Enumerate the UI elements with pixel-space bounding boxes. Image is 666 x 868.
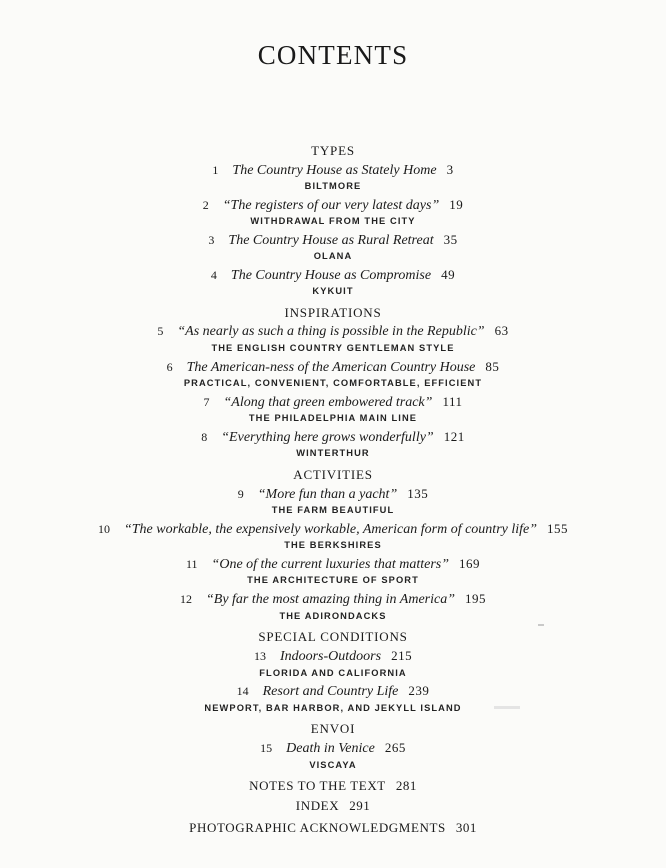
scan-speck xyxy=(538,624,544,626)
chapter-subtitle: PRACTICAL, CONVENIENT, COMFORTABLE, EFFICIENT xyxy=(183,378,483,388)
chapter-subtitle: WITHDRAWAL FROM THE CITY xyxy=(250,216,416,226)
section-heading-inspirations: INSPIRATIONS xyxy=(284,305,382,320)
chapter-title: “By far the most amazing thing in America” xyxy=(205,592,456,607)
toc-back-entry[interactable] xyxy=(0,778,666,794)
chapter-subtitle: WINTERTHUR xyxy=(296,448,370,458)
page-number: 85 xyxy=(485,359,500,374)
chapter-title: Resort and Country Life xyxy=(262,684,399,699)
toc-back-entry[interactable] xyxy=(0,820,666,836)
chapter-subtitle: THE FARM BEAUTIFUL xyxy=(271,505,395,515)
page-number: 195 xyxy=(465,591,487,606)
page-number: 19 xyxy=(449,197,464,212)
chapter-title: “One of the current luxuries that matters” xyxy=(211,557,450,572)
scan-speck xyxy=(494,706,520,709)
back-entry-label: PHOTOGRAPHIC ACKNOWLEDGMENTS xyxy=(189,820,446,835)
chapter-title: “The workable, the expensively workable, American form of country life” xyxy=(123,522,538,537)
chapter-number: 8 xyxy=(201,430,208,444)
page-number: 281 xyxy=(395,778,417,793)
toc-entry[interactable] xyxy=(0,740,666,757)
chapter-title: Indoors-Outdoors xyxy=(279,649,382,664)
chapter-title: Death in Venice xyxy=(286,741,375,756)
toc-entry[interactable] xyxy=(0,591,666,608)
chapter-title: The Country House as Compromise xyxy=(230,268,432,283)
page-number: 111 xyxy=(442,394,463,409)
chapter-title: The Country House as Rural Retreat xyxy=(228,233,434,248)
chapter-subtitle: THE ENGLISH COUNTRY GENTLEMAN STYLE xyxy=(211,343,455,353)
page-number: 49 xyxy=(441,267,456,282)
toc-entry[interactable] xyxy=(0,267,666,284)
chapter-number: 13 xyxy=(253,649,266,663)
toc-entry[interactable] xyxy=(0,429,666,446)
chapter-subtitle: THE BERKSHIRES xyxy=(284,540,382,550)
chapter-number: 11 xyxy=(185,557,198,571)
chapter-subtitle: OLANA xyxy=(313,251,353,261)
chapter-title: “Along that green embowered track” xyxy=(223,395,433,410)
chapter-number: 6 xyxy=(166,360,173,374)
toc-entry[interactable] xyxy=(0,521,666,538)
chapter-subtitle: KYKUIT xyxy=(312,286,354,296)
chapter-number: 12 xyxy=(179,592,192,606)
chapter-number: 10 xyxy=(97,522,110,536)
toc-entry[interactable] xyxy=(0,323,666,340)
chapter-number: 5 xyxy=(157,324,164,338)
toc-entry[interactable] xyxy=(0,197,666,214)
chapter-subtitle: BILTMORE xyxy=(304,181,362,191)
page-number: 63 xyxy=(494,323,509,338)
chapter-number: 14 xyxy=(236,684,249,698)
toc-entry[interactable] xyxy=(0,359,666,376)
toc-back-entry[interactable] xyxy=(0,798,666,814)
chapter-title: “As nearly as such a thing is possible in the Republic” xyxy=(177,324,485,339)
section-heading-types: TYPES xyxy=(311,143,355,158)
chapter-subtitle: FLORIDA AND CALIFORNIA xyxy=(259,668,407,678)
page-number: 35 xyxy=(443,232,458,247)
chapter-number: 7 xyxy=(203,395,210,409)
page-title: CONTENTS xyxy=(257,40,409,70)
chapter-number: 1 xyxy=(212,163,219,177)
page-number: 121 xyxy=(443,429,465,444)
toc-entry[interactable] xyxy=(0,162,666,179)
chapter-number: 3 xyxy=(208,233,215,247)
page-number: 291 xyxy=(349,798,371,813)
page-number: 169 xyxy=(459,556,481,571)
chapter-subtitle: VISCAYA xyxy=(309,760,357,770)
section-heading-envoi: ENVOI xyxy=(310,721,356,736)
page-number: 265 xyxy=(384,740,406,755)
toc-entry[interactable] xyxy=(0,683,666,700)
chapter-title: The American-ness of the American Country House xyxy=(186,360,476,375)
toc-entry[interactable] xyxy=(0,394,666,411)
toc-entry[interactable] xyxy=(0,556,666,573)
page-number: 239 xyxy=(408,683,430,698)
chapter-subtitle: NEWPORT, BAR HARBOR, AND JEKYLL ISLAND xyxy=(204,703,462,713)
chapter-number: 4 xyxy=(210,268,217,282)
page-number: 215 xyxy=(391,648,413,663)
section-heading-special-conditions: SPECIAL CONDITIONS xyxy=(258,629,408,644)
toc-entry[interactable] xyxy=(0,486,666,503)
chapter-subtitle: THE ARCHITECTURE OF SPORT xyxy=(247,575,419,585)
page-number: 3 xyxy=(446,162,454,177)
chapter-subtitle: THE PHILADELPHIA MAIN LINE xyxy=(248,413,418,423)
back-entry-label: INDEX xyxy=(295,798,340,813)
chapter-number: 2 xyxy=(202,198,209,212)
toc-entry[interactable] xyxy=(0,648,666,665)
toc-entry[interactable] xyxy=(0,232,666,249)
section-heading-activities: ACTIVITIES xyxy=(293,467,373,482)
chapter-subtitle: THE ADIRONDACKS xyxy=(279,611,387,621)
chapter-number: 15 xyxy=(260,741,273,755)
page-number: 135 xyxy=(407,486,429,501)
chapter-title: “More fun than a yacht” xyxy=(257,487,398,502)
chapter-title: “The registers of our very latest days” xyxy=(222,198,440,213)
back-entry-label: NOTES TO THE TEXT xyxy=(249,778,386,793)
chapter-number: 9 xyxy=(237,487,244,501)
page-number: 301 xyxy=(455,820,477,835)
page-number: 155 xyxy=(547,521,569,536)
chapter-title: The Country House as Stately Home xyxy=(232,163,437,178)
chapter-title: “Everything here grows wonderfully” xyxy=(221,430,434,445)
